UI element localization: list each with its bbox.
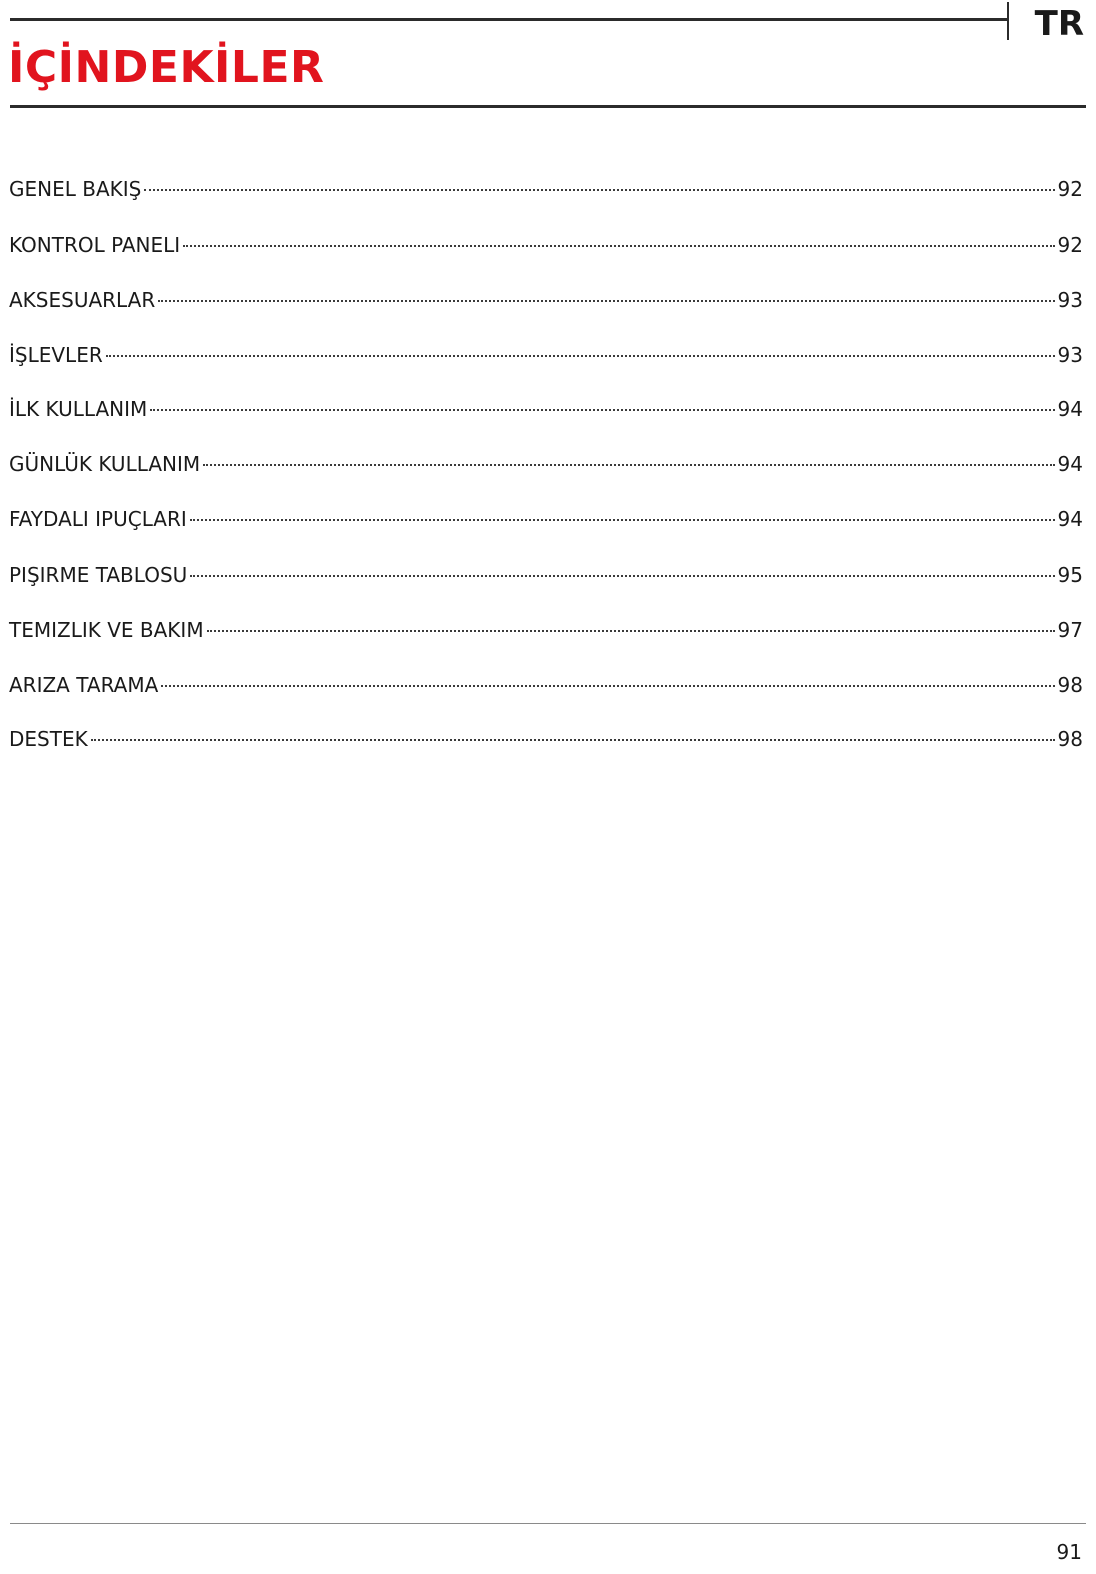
toc-entry-title: İLK KULLANIM xyxy=(9,397,148,421)
toc-dot-leader xyxy=(144,189,1054,191)
toc-entry-title: TEMIZLIK VE BAKIM xyxy=(9,618,204,642)
toc-entry-title: AKSESUARLAR xyxy=(9,288,156,312)
toc-dot-leader xyxy=(150,409,1054,411)
toc-dot-leader xyxy=(161,685,1054,687)
toc-dot-leader xyxy=(183,245,1054,247)
toc-entry-page: 95 xyxy=(1057,563,1083,587)
toc-entry-ilk-kullanim[interactable] xyxy=(9,394,1083,424)
toc-dot-leader xyxy=(91,739,1055,741)
page-title: İÇİNDEKİLER xyxy=(8,42,325,93)
toc-entry-title: GENEL BAKIŞ xyxy=(9,177,142,201)
toc-entry-title: İŞLEVLER xyxy=(9,343,103,367)
toc-entry-title: FAYDALI IPUÇLARI xyxy=(9,507,187,531)
toc-dot-leader xyxy=(190,519,1055,521)
toc-entry-page: 98 xyxy=(1057,727,1083,751)
page-number: 91 xyxy=(1056,1540,1082,1564)
toc-entry-destek[interactable] xyxy=(9,724,1083,754)
header-top-rule xyxy=(10,18,1008,21)
toc-entry-page: 97 xyxy=(1057,618,1083,642)
footer-rule xyxy=(10,1523,1086,1524)
header-bottom-rule xyxy=(10,105,1086,108)
language-divider xyxy=(1007,2,1009,40)
toc-dot-leader xyxy=(203,464,1054,466)
toc-entry-pisirme-tablosu[interactable] xyxy=(9,560,1083,590)
toc-entry-title: GÜNLÜK KULLANIM xyxy=(9,452,201,476)
toc-entry-title: KONTROL PANELI xyxy=(9,233,181,257)
toc-entry-genel-bakis[interactable] xyxy=(9,174,1083,204)
language-code: TR xyxy=(1034,4,1084,44)
toc-entry-ariza-tarama[interactable] xyxy=(9,670,1083,700)
toc-entry-faydali-ipuclari[interactable] xyxy=(9,504,1083,534)
toc-entry-page: 92 xyxy=(1057,177,1083,201)
toc-entry-page: 94 xyxy=(1057,507,1083,531)
toc-dot-leader xyxy=(106,355,1055,357)
toc-dot-leader xyxy=(207,630,1055,632)
toc-entry-kontrol-paneli[interactable] xyxy=(9,230,1083,260)
toc-entry-title: ARIZA TARAMA xyxy=(9,673,159,697)
toc-entry-islevler[interactable] xyxy=(9,340,1083,370)
toc-entry-aksesuarlar[interactable] xyxy=(9,285,1083,315)
toc-entry-page: 93 xyxy=(1057,343,1083,367)
toc-entry-page: 94 xyxy=(1057,452,1083,476)
toc-entry-temizlik-ve-bakim[interactable] xyxy=(9,615,1083,645)
toc-entry-title: DESTEK xyxy=(9,727,88,751)
toc-entry-title: PIŞIRME TABLOSU xyxy=(9,563,188,587)
toc-entry-page: 92 xyxy=(1057,233,1083,257)
toc-dot-leader xyxy=(158,300,1054,302)
toc-entry-page: 98 xyxy=(1057,673,1083,697)
toc-entry-page: 93 xyxy=(1057,288,1083,312)
toc-dot-leader xyxy=(190,575,1054,577)
toc-entry-gunluk-kullanim[interactable] xyxy=(9,449,1083,479)
toc-entry-page: 94 xyxy=(1057,397,1083,421)
